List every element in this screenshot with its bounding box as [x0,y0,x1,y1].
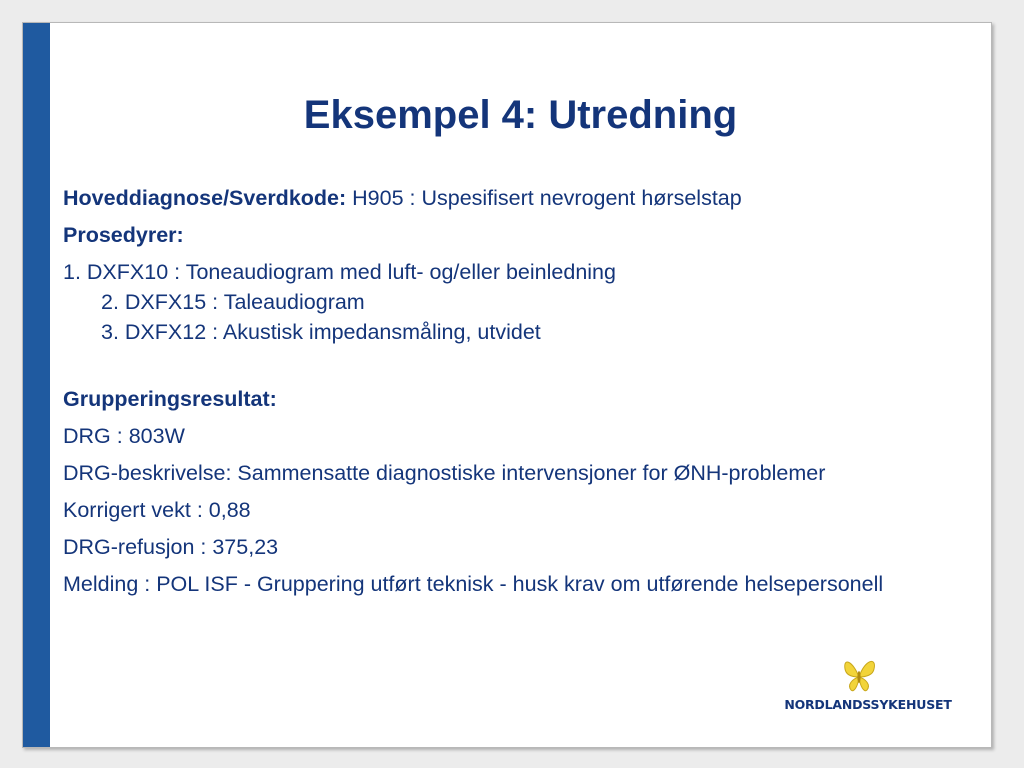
slide [22,22,992,748]
corrected-weight: Korrigert vekt : 0,88 [63,498,251,522]
drg-description: DRG-beskrivelse: Sammensatte diagnostiske intervensjoner for ØNH-problemer [63,461,826,485]
procedures-label: Prosedyrer: [63,223,184,247]
message: Melding : POL ISF - Gruppering utført teknisk - husk krav om utførende helsepersonell [63,572,884,596]
spacer [63,354,963,384]
slide-body [63,183,963,606]
procedure-list [63,257,963,347]
procedure-item: 2. DXFX15 : Taleaudiogram [101,290,365,314]
drg-refund: DRG-refusjon : 375,23 [63,535,279,559]
procedure-item: 3. DXFX12 : Akustisk impedansmåling, utvidet [101,320,541,344]
drg-code: DRG : 803W [63,424,185,448]
slide-title: Eksempel 4: Utredning [303,93,738,137]
butterfly-icon [839,655,879,695]
procedure-item: 1. DXFX10 : Toneaudiogram med luft- og/eller beinledning [63,260,616,284]
side-bar [23,23,50,747]
result-label: Grupperingsresultat: [63,387,277,411]
diagnosis-label: Hoveddiagnose/Sverdkode: [63,186,347,210]
nordlandssykehuset-logo [783,655,953,715]
logo-text: NORDLANDSSYKEHUSET [784,697,952,712]
diagnosis-line [63,183,963,213]
diagnosis-value: H905 : Uspesifisert nevrogent hørselstap [352,186,742,210]
